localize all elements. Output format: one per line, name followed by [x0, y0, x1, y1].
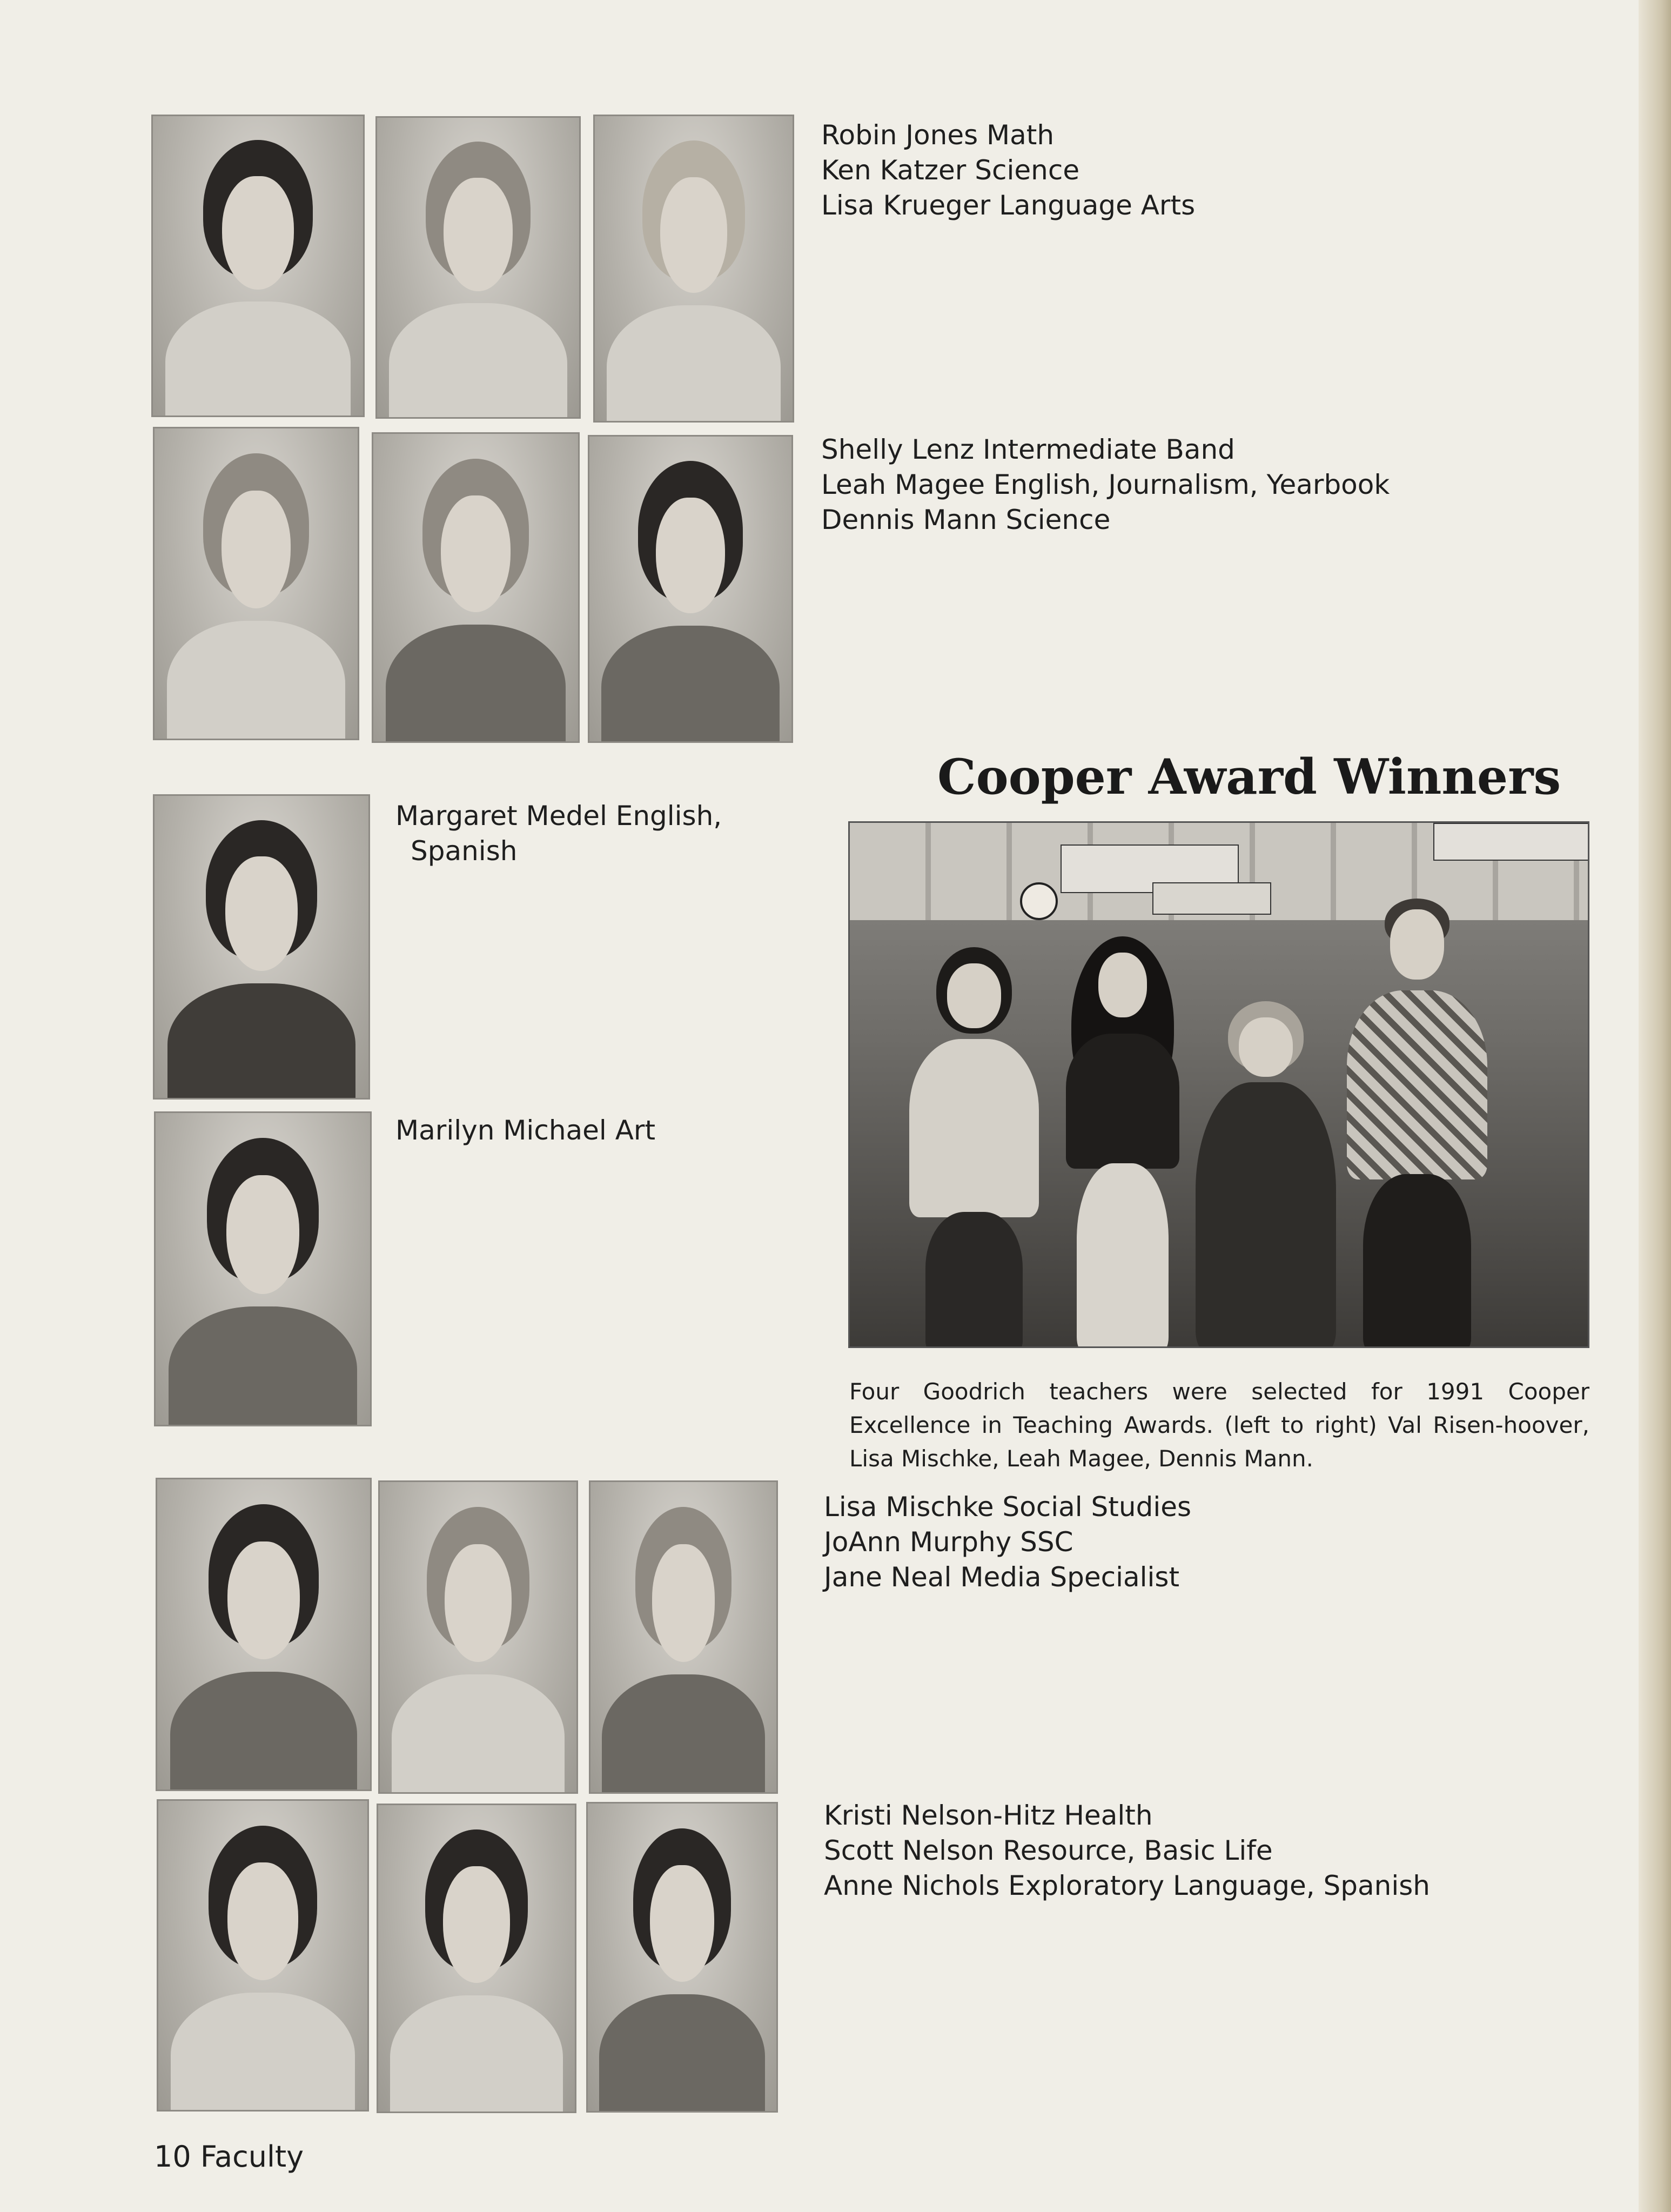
name-joann-murphy: JoAnn Murphy SSC	[824, 1526, 1073, 1558]
portrait-joann-murphy	[378, 1480, 578, 1794]
portrait-margaret-medel	[153, 794, 370, 1100]
award-caption: Four Goodrich teachers were selected for 1991 Cooper Excellence in Teaching Awards. (left to right) Val Risen-hoover, Lisa Mischke, Leah Magee, Dennis Mann.	[849, 1378, 1589, 1472]
margaret-medel-name	[395, 799, 722, 869]
name-marilyn-michael: Marilyn Michael Art	[395, 1115, 656, 1146]
name-ken-katzer: Ken Katzer Science	[821, 155, 1080, 186]
page-edge	[1639, 0, 1671, 2212]
collective-biography-sign	[1152, 882, 1271, 915]
name-shelly-lenz: Shelly Lenz Intermediate Band	[821, 434, 1235, 465]
row-3-names	[824, 1490, 1191, 1595]
row-4-names	[824, 1798, 1430, 1903]
page-footer: 10 Faculty	[154, 2140, 304, 2174]
portrait-leah-magee	[372, 432, 580, 743]
group-photo	[848, 821, 1589, 1348]
portrait-anne-nichols	[586, 1802, 778, 2113]
portrait-robin-jones	[151, 115, 365, 417]
person-leah-magee	[1196, 1001, 1336, 1348]
person-dennis-mann	[1347, 899, 1487, 1348]
name-lisa-mischke: Lisa Mischke Social Studies	[824, 1491, 1192, 1523]
name-leah-magee: Leah Magee English, Journalism, Yearbook	[821, 469, 1390, 500]
name-margaret-medel-line-1: Margaret Medel English,	[395, 800, 722, 832]
marilyn-michael-name	[395, 1113, 655, 1148]
name-scott-nelson: Scott Nelson Resource, Basic Life	[824, 1835, 1273, 1866]
portrait-shelly-lenz	[153, 427, 359, 740]
name-jane-neal: Jane Neal Media Specialist	[824, 1561, 1180, 1593]
row-1-names	[821, 118, 1195, 223]
portrait-lisa-krueger	[593, 115, 794, 423]
portrait-jane-neal	[589, 1480, 778, 1794]
person-lisa-mischke	[1061, 936, 1185, 1348]
name-margaret-medel-line-2: Spanish	[411, 835, 518, 867]
portrait-scott-nelson	[377, 1804, 576, 2113]
portrait-lisa-mischke	[156, 1478, 372, 1791]
nonfiction-sign	[1433, 823, 1589, 861]
portrait-dennis-mann	[588, 435, 793, 743]
name-anne-nichols: Anne Nichols Exploratory Language, Spanish	[824, 1870, 1430, 1901]
name-robin-jones: Robin Jones Math	[821, 119, 1055, 151]
row-2-names	[821, 432, 1390, 538]
person-val-risenhoover	[909, 947, 1039, 1348]
wall-clock	[1020, 882, 1058, 920]
name-dennis-mann: Dennis Mann Science	[821, 504, 1111, 535]
award-title: Cooper Award Winners	[937, 748, 1561, 806]
portrait-marilyn-michael	[154, 1111, 372, 1426]
portrait-ken-katzer	[375, 116, 581, 419]
name-kristi-nelson-hitz: Kristi Nelson-Hitz Health	[824, 1800, 1153, 1831]
name-lisa-krueger: Lisa Krueger Language Arts	[821, 190, 1196, 221]
portrait-kristi-nelson-hitz	[157, 1799, 369, 2112]
